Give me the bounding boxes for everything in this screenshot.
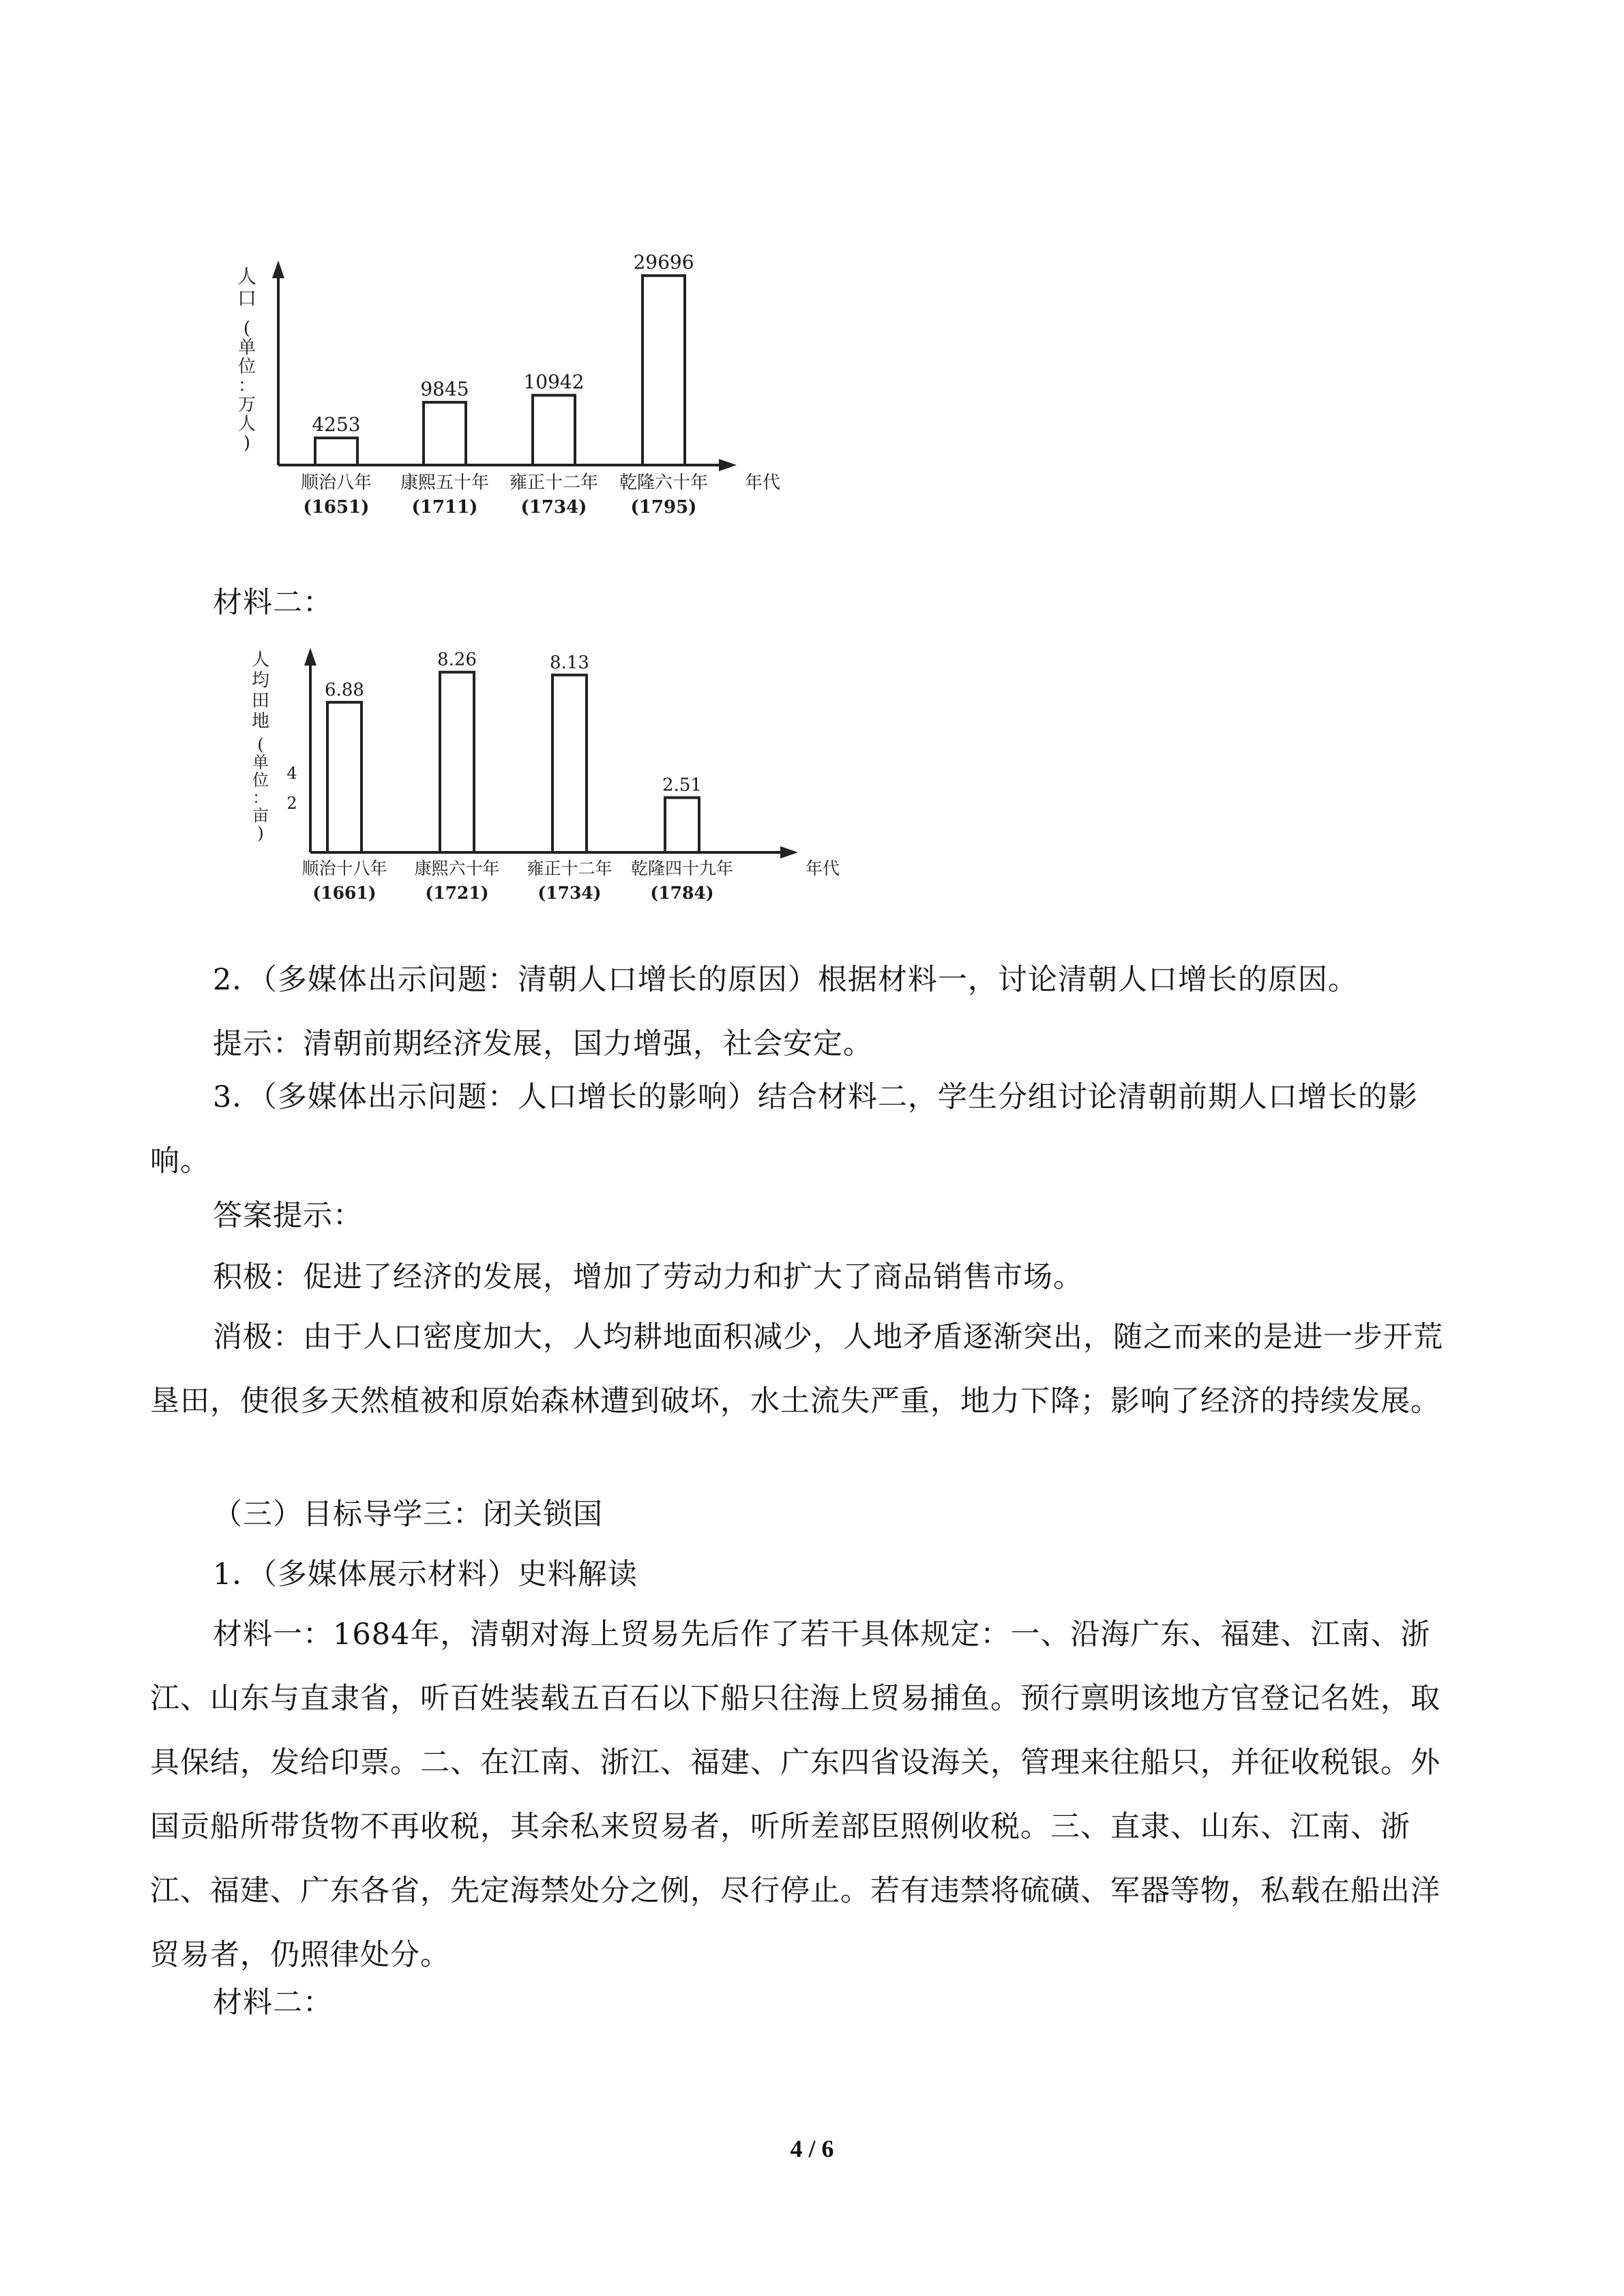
population-chart-svg (232, 252, 818, 525)
bar-value-label: 4253 (312, 413, 361, 436)
y-axis-unit: 人 (237, 414, 256, 434)
y-axis-label: 人 (251, 650, 270, 670)
y-axis-unit: 单 (237, 338, 256, 358)
bar-value-label: 8.13 (550, 652, 589, 673)
material-two-end-label: 材料二： (213, 1986, 333, 2020)
y-axis-label: 人 (237, 265, 257, 288)
y-tick-label: 2 (286, 794, 297, 813)
x-tick-year: (1784) (650, 883, 714, 903)
material-two-label: 材料二： (213, 586, 333, 620)
bar-value-label: 8.26 (437, 649, 477, 670)
x-tick-label: 乾隆六十年 (619, 473, 709, 493)
y-axis-unit: ) (243, 433, 251, 453)
bar (533, 396, 575, 465)
x-axis-label: 年代 (805, 859, 840, 878)
page-number: 4 / 6 (790, 2135, 834, 2162)
bar-value-label: 2.51 (662, 775, 702, 796)
x-tick-year: (1795) (630, 497, 697, 518)
y-axis-unit: ： (252, 788, 269, 807)
x-axis-label: 年代 (744, 473, 781, 493)
bar (315, 438, 357, 465)
x-tick-label: 乾隆四十九年 (630, 859, 734, 878)
x-axis-arrow (719, 459, 737, 471)
farmland-chart-svg (239, 648, 839, 914)
population-bar-chart (232, 252, 818, 525)
section-3-heading: （三）目标导学三：闭关锁国 (213, 1497, 603, 1532)
y-axis-label: 田 (251, 691, 270, 711)
y-tick-label: 4 (286, 764, 297, 783)
y-axis-unit: 亩 (252, 806, 269, 825)
bar (327, 702, 361, 852)
x-tick-year: (1734) (537, 883, 602, 903)
x-tick-label: 顺治八年 (300, 473, 372, 493)
x-tick-year: (1711) (411, 497, 478, 518)
y-axis-unit: 位 (237, 357, 256, 377)
bar (440, 672, 474, 852)
x-tick-label: 顺治十八年 (301, 859, 387, 878)
x-tick-year: (1734) (520, 497, 587, 518)
x-tick-label: 雍正十二年 (509, 473, 599, 493)
bar (552, 675, 587, 852)
bar-value-label: 9845 (420, 377, 469, 400)
x-tick-label: 康熙五十年 (400, 473, 490, 493)
bar (424, 402, 466, 465)
bar (643, 275, 685, 465)
bar-value-label: 10942 (523, 370, 585, 393)
y-axis-unit: ) (257, 824, 264, 843)
material-one-text: 材料一：1684年，清朝对海上贸易先后作了若干具体规定：一、沿海广东、福建、江南、浙江、山东与直隶省，听百姓装载五百石以下船只往海上贸易捕鱼。预行禀明该地方官登记名姓，取具保结，发给印票。二、在江南、浙江、福建、广东四省设海关，管理来往船只，并征收税银。外国贡船所带货物不再收税，其余私来贸易者，听所差部臣照例收税。三、直隶、山东、江南、浙江、福建、广东各省，先定海禁处分之例，尽行停止。若有违禁将硫磺、军器等物，私载在船出洋贸易者，仍照律处分。 (150, 1617, 1441, 1972)
y-axis-label: 均 (251, 670, 270, 691)
x-tick-label: 康熙六十年 (414, 859, 500, 878)
negative-effect: 消极：由于人口密度加大，人均耕地面积减少，人地矛盾逐渐突出，随之而来的是进一步开荒垦田，使很多天然植被和原始森林遭到破坏，水土流失严重，地力下降；影响了经济的持续发展。 (150, 1320, 1443, 1418)
bar-value-label: 29696 (633, 251, 694, 274)
y-axis-unit: 单 (252, 753, 269, 772)
x-tick-label: 雍正十二年 (527, 859, 612, 878)
x-tick-year: (1721) (425, 883, 489, 903)
question-2: 2．（多媒体出示问题：清朝人口增长的原因）根据材料一，讨论清朝人口增长的原因。 (213, 963, 1358, 997)
y-axis-arrow (304, 648, 316, 666)
question-3: 3．（多媒体出示问题：人口增长的影响）结合材料二，学生分组讨论清朝前期人口增长的影响。 (150, 1080, 1418, 1178)
answer-hint-label: 答案提示： (213, 1199, 363, 1233)
y-axis-arrow (272, 260, 284, 278)
y-axis-unit: 万 (237, 395, 256, 415)
positive-effect: 积极：促进了经济的发展，增加了劳动力和扩大了商品销售市场。 (213, 1260, 1083, 1294)
item-1: 1．（多媒体展示材料）史料解读 (213, 1557, 638, 1592)
x-tick-year: (1661) (312, 883, 377, 903)
bar (665, 798, 699, 852)
y-axis-unit: 位 (252, 771, 269, 790)
y-axis-unit: ( (257, 735, 264, 754)
question-2-hint: 提示：清朝前期经济发展，国力增强，社会安定。 (213, 1027, 873, 1061)
y-axis-label: 地 (251, 711, 270, 732)
x-axis-arrow (780, 846, 798, 859)
y-axis-label: 口 (237, 287, 257, 310)
x-tick-year: (1651) (303, 497, 370, 518)
y-axis-unit: ： (237, 376, 256, 396)
bar-value-label: 6.88 (325, 679, 364, 700)
farmland-bar-chart (239, 648, 839, 914)
y-axis-unit: ( (243, 318, 251, 339)
